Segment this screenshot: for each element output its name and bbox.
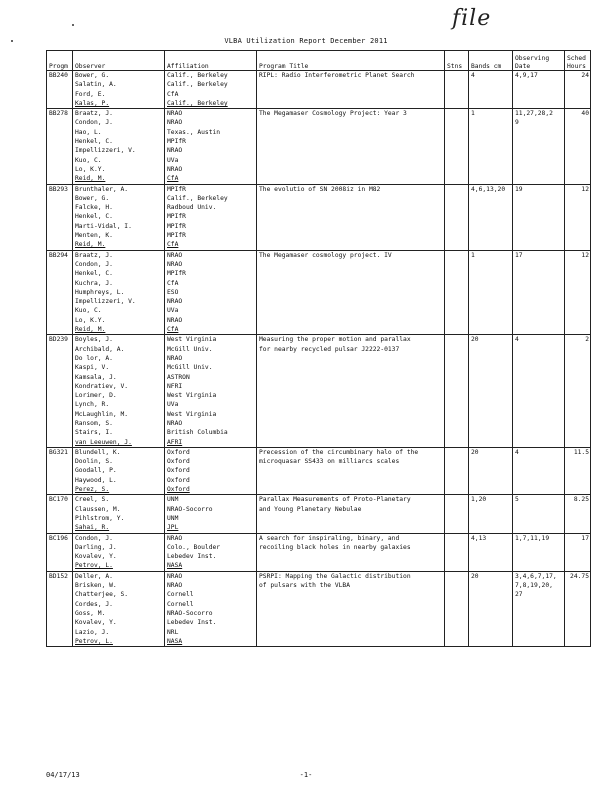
bands-value: 20 [471,572,479,580]
program-code-cell [47,533,73,571]
observer-name: Sahai, R. [75,524,110,532]
observer-name: Ransom, S. [75,419,113,427]
program-code-cell [47,250,73,335]
observer-name: Pihlstrom, Y. [75,514,125,522]
observer-name: Kaspi, V. [75,364,110,372]
observing-date-line: 4 [515,448,519,456]
observer-name: Petrov, L. [75,637,113,645]
bands-cell [469,184,513,250]
affiliation-name: NFRI [167,382,183,390]
affiliation-cell [165,447,257,494]
observer-name: Kuo, C. [75,156,102,164]
observer-name: Chatterjee, S. [75,591,129,599]
affiliation-name: NRAO [167,572,183,580]
observer-name: Lazio, J. [75,628,110,636]
program-title-cell [257,250,445,335]
affiliation-cell [165,109,257,184]
program-title-line: recoiling black holes in nearby galaxies [259,543,411,551]
observer-cell [73,109,165,184]
program-code: BC196 [49,534,68,542]
affiliation-name: NRAO [167,354,183,362]
affiliation-name: NRAO [167,298,183,306]
affiliation-name: NRAO [167,251,183,259]
sched-hours-cell: 11.5 [565,447,591,494]
header-sched-hours: Sched Hours [565,51,591,71]
table-row [47,71,591,109]
sched-hours-cell: 17 [565,533,591,571]
affiliation-name: NRAO [167,119,183,127]
observer-name: Henkel, C. [75,270,113,278]
affiliation-name: Oxford [167,467,190,475]
observer-name: Kovalev, Y. [75,553,117,561]
sched-hours-cell: 24.75 [565,571,591,646]
observer-name: Darling, J. [75,543,117,551]
observing-date-cell [513,71,565,109]
program-code-cell [47,184,73,250]
program-title-line: microquasar SS433 on milliarcs scales [259,458,400,466]
stns-cell [445,533,469,571]
affiliation-cell [165,495,257,533]
affiliation-cell [165,184,257,250]
observer-name: Claussen, M. [75,505,121,513]
table-row [47,495,591,533]
observer-name: McLaughlin, M. [75,410,129,418]
program-code: BG321 [49,448,68,456]
affiliation-name: CfA [167,241,179,249]
table-row [47,571,591,646]
program-code: BD152 [49,572,68,580]
affiliation-name: McGill Univ. [167,345,213,353]
affiliation-name: CfA [167,90,179,98]
program-title-cell [257,335,445,448]
program-title-cell [257,571,445,646]
sched-hours-cell: 24 [565,71,591,109]
affiliation-name: MPIfR [167,222,186,230]
observer-name: Lorimer, D. [75,392,117,400]
program-title-line: Precession of the circumbinary halo of the [259,448,419,456]
observer-name: Henkel, C. [75,138,113,146]
table-body [47,71,591,647]
affiliation-cell [165,533,257,571]
affiliation-name: Oxford [167,448,190,456]
affiliation-name: NASA [167,637,183,645]
observing-date-line: 19 [515,185,523,193]
observer-name: Lo, K.Y. [75,165,106,173]
observer-name: Bower, G. [75,72,110,79]
affiliation-name: UNM [167,514,179,522]
observer-name: Brunthaler, A. [75,185,129,193]
sched-hours-cell: 8.25 [565,495,591,533]
observer-name: Kamsala, J. [75,373,117,381]
affiliation-name: NRAO [167,260,183,268]
program-title-line: Measuring the proper motion and parallax [259,336,411,344]
affiliation-name: UNM [167,496,179,504]
affiliation-name: Oxford [167,486,190,494]
observer-name: Boyles, J. [75,336,113,344]
sched-hours-cell: 12 [565,250,591,335]
affiliation-name: West Virginia [167,410,217,418]
observer-cell [73,447,165,494]
observing-date-line: 11,27,28,2 [515,110,553,118]
affiliation-name: MPIfR [167,185,186,193]
affiliation-name: MPIfR [167,270,186,278]
observer-name: Perez, S. [75,486,110,494]
stns-cell [445,495,469,533]
bands-value: 20 [471,448,479,456]
observer-name: Condon, J. [75,534,113,542]
observer-name: Blundell, K. [75,448,121,456]
observing-date-cell [513,571,565,646]
affiliation-cell [165,571,257,646]
affiliation-name: AFRI [167,438,183,446]
sched-hours-cell: 40 [565,109,591,184]
observing-date-line: 9 [515,119,519,127]
observer-name: Lynch, R. [75,401,110,409]
program-code: BC170 [49,496,68,504]
report-title: VLBA Utilization Report December 2011 [224,37,388,45]
observing-date-line: 4 [515,336,519,344]
affiliation-name: Lebedev Inst. [167,619,217,627]
observer-name: Kalas, P. [75,99,110,107]
observer-name: Humphreys, L. [75,288,125,296]
program-title-line: The evolutio of SN 2008iz in M82 [259,185,381,193]
affiliation-name: Oxford [167,476,190,484]
observer-name: Hao, L. [75,128,102,136]
observing-date-line: 27 [515,591,523,599]
bands-value: 1 [471,251,475,259]
affiliation-name: NRAO [167,419,183,427]
observer-name: Condon, J. [75,119,113,127]
affiliation-name: JPL [167,524,179,532]
program-title-cell [257,447,445,494]
bands-cell [469,447,513,494]
bands-cell [469,533,513,571]
observer-cell [73,495,165,533]
affiliation-name: NRAO [167,147,183,155]
program-title-line: PSRPI: Mapping the Galactic distribution [259,572,411,580]
affiliation-name: MPIfR [167,138,186,146]
affiliation-cell [165,335,257,448]
program-code-cell [47,71,73,109]
affiliation-name: Cornell [167,591,194,599]
bands-value: 20 [471,336,479,344]
affiliation-name: Texas., Austin [167,128,221,136]
affiliation-name: Calif., Berkeley [167,81,228,89]
observer-name: Lo, K.Y. [75,316,106,324]
observer-cell [73,184,165,250]
affiliation-name: Oxford [167,458,190,466]
bands-cell [469,109,513,184]
observer-name: Henkel, C. [75,213,113,221]
program-code: BB278 [49,110,68,118]
table-row [47,533,591,571]
program-title-cell [257,495,445,533]
observing-date-line: 4,9,17 [515,72,538,79]
observing-date-cell [513,495,565,533]
sched-hours-cell: 12 [565,184,591,250]
observer-name: Salatin, A. [75,81,117,89]
header-observer: Observer [73,51,165,71]
stns-cell [445,109,469,184]
table-row [47,109,591,184]
program-title-line: and Young Planetary Nebulae [259,505,362,513]
affiliation-name: NRAO-Socorro [167,505,213,513]
affiliation-name: ASTRON [167,373,190,381]
program-code: BB294 [49,251,68,259]
observer-name: Cordes, J. [75,600,113,608]
affiliation-name: CfA [167,279,179,287]
observing-date-line: 5 [515,496,519,504]
sched-hours-cell: 2 [565,335,591,448]
observer-cell [73,533,165,571]
observer-name: Kovalev, Y. [75,619,117,627]
observer-name: Kondratiev, V. [75,382,129,390]
program-title-line: Parallax Measurements of Proto-Planetary [259,496,411,504]
observer-name: Reid, M. [75,326,106,334]
header-program: Progm [47,51,73,71]
observer-name: Archibald, A. [75,345,125,353]
stns-cell [445,71,469,109]
program-code: BB240 [49,72,68,79]
affiliation-name: Radboud Univ. [167,204,217,212]
observer-name: Kuchra, J. [75,279,113,287]
scan-speck [72,24,74,26]
observing-date-cell [513,533,565,571]
bands-cell [469,335,513,448]
observer-name: Braatz, J. [75,251,113,259]
affiliation-name: NRAO [167,582,183,590]
observer-name: Deller, A. [75,572,113,580]
table-header-row [47,51,591,71]
program-code-cell [47,335,73,448]
observer-name: Creel, S. [75,496,110,504]
program-title-cell [257,533,445,571]
observing-date-cell [513,335,565,448]
affiliation-name: UVa [167,401,179,409]
observer-cell [73,571,165,646]
observer-name: Petrov, L. [75,562,113,570]
observer-name: Impellizzeri, V. [75,147,136,155]
affiliation-name: NASA [167,562,183,570]
header-program-title: Program Title [257,51,445,71]
observer-name: Reid, M. [75,175,106,183]
program-code-cell [47,109,73,184]
observing-date-line: 17 [515,251,523,259]
affiliation-name: Lebedev Inst. [167,553,217,561]
observer-cell [73,335,165,448]
observer-cell [73,71,165,109]
stns-cell [445,335,469,448]
observing-date-line: 3,4,6,7,17, [515,572,557,580]
observing-date-cell [513,184,565,250]
affiliation-name: Calif., Berkeley [167,194,228,202]
bands-value: 4 [471,72,475,79]
program-code-cell [47,571,73,646]
affiliation-name: McGill Univ. [167,364,213,372]
observer-name: Ford, E. [75,90,106,98]
program-title-line: The Megamaser cosmology project. IV [259,251,392,259]
bands-value: 4,6,13,20 [471,185,506,193]
affiliation-name: ESO [167,288,179,296]
observer-name: Brisken, W. [75,582,117,590]
bands-cell [469,71,513,109]
affiliation-name: MPIfR [167,213,186,221]
bands-cell [469,250,513,335]
program-title-cell [257,71,445,109]
program-code-cell [47,495,73,533]
program-title-line: for nearby recycled pulsar J2222-0137 [259,345,400,353]
header-stns: Stns [445,51,469,71]
affiliation-name: NRAO-Socorro [167,609,213,617]
observer-cell [73,250,165,335]
affiliation-name: NRAO [167,316,183,324]
bands-cell [469,571,513,646]
observing-date-cell [513,109,565,184]
header-observing-date: Observing Date [513,51,565,71]
observer-name: Bower, G. [75,194,110,202]
affiliation-name: CfA [167,175,179,183]
observer-name: Goodall, P. [75,467,117,475]
observer-name: Goss, M. [75,609,106,617]
footer-date: 04/17/13 [46,771,80,779]
affiliation-name: CfA [167,326,179,334]
observer-name: Doolin, S. [75,458,113,466]
observer-name: van Leeuwen, J. [75,438,132,446]
affiliation-name: Cornell [167,600,194,608]
program-title-cell [257,184,445,250]
program-title-line: RIPL: Radio Interferometric Planet Search [259,72,415,79]
header-bands: Bands cm [469,51,513,71]
affiliation-name: NRL [167,628,179,636]
bands-value: 1 [471,110,475,118]
observer-name: Menten, K. [75,232,113,240]
observing-date-cell [513,447,565,494]
bands-value: 4,13 [471,534,487,542]
header-affiliation: Affiliation [165,51,257,71]
observer-name: Kuo, C. [75,307,102,315]
table-row [47,250,591,335]
affiliation-name: West Virginia [167,392,217,400]
stns-cell [445,184,469,250]
affiliation-name: Calif., Berkeley [167,72,228,79]
bands-cell [469,495,513,533]
program-code: BD239 [49,336,68,344]
stns-cell [445,571,469,646]
affiliation-name: MPIfR [167,232,186,240]
program-code: BB293 [49,185,68,193]
observer-name: Haywood, L. [75,476,117,484]
affiliation-cell [165,250,257,335]
handwritten-note: file [452,6,492,31]
affiliation-cell [165,71,257,109]
table-row [47,447,591,494]
program-title-line: A search for inspiraling, binary, and [259,534,400,542]
observing-date-cell [513,250,565,335]
observing-date-line: 1,7,11,19 [515,534,550,542]
utilization-table [46,50,591,647]
observer-name: Braatz, J. [75,110,113,118]
observing-date-line: 7,8,19,20, [515,582,553,590]
affiliation-name: UVa [167,307,179,315]
program-title-cell [257,109,445,184]
stns-cell [445,447,469,494]
affiliation-name: NRAO [167,110,183,118]
affiliation-name: NRAO [167,534,183,542]
program-code-cell [47,447,73,494]
observer-name: Reid, M. [75,241,106,249]
observer-name: Marti-Vidal, I. [75,222,132,230]
program-title-line: of pulsars with the VLBA [259,582,350,590]
affiliation-name: NRAO [167,165,183,173]
table-row [47,184,591,250]
observer-name: Condon, J. [75,260,113,268]
observer-name: Stairs, I. [75,429,113,437]
affiliation-name: British Columbia [167,429,228,437]
affiliation-name: Colo., Boulder [167,543,221,551]
observer-name: Falcke, H. [75,204,113,212]
table-row [47,335,591,448]
observer-name: Do lor, A. [75,354,113,362]
affiliation-name: West Virginia [167,336,217,344]
bands-value: 1,20 [471,496,487,504]
footer-page-number: -1- [299,771,313,779]
affiliation-name: Calif., Berkeley [167,99,228,107]
observer-name: Impellizzeri, V. [75,298,136,306]
affiliation-name: UVa [167,156,179,164]
stns-cell [445,250,469,335]
program-title-line: The Megamaser Cosmology Project: Year 3 [259,110,407,118]
